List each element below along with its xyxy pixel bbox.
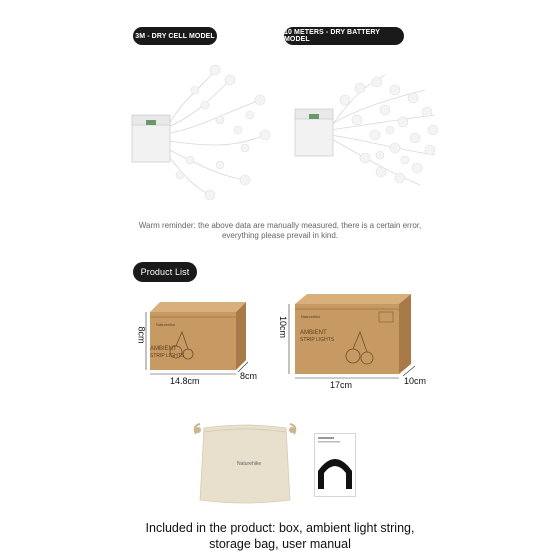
- small-box-print-title: AMBIENT: [150, 346, 177, 352]
- svg-text:Naturehike: Naturehike: [301, 314, 321, 319]
- included-items-caption: [60, 520, 500, 552]
- large-box-print-sub: STRIP LIGHTS: [300, 337, 335, 343]
- small-box-width: 14.8cm: [170, 376, 200, 386]
- caption-line-2: storage bag, user manual: [209, 537, 351, 551]
- light-string-10m-image: [285, 60, 445, 200]
- user-manual-image: [314, 433, 356, 497]
- reminder-line-1: Warm reminder: the above data are manually measured, there is a certain error,: [138, 221, 422, 230]
- bag-brand-logo: Naturehike: [237, 461, 262, 467]
- large-box-height: 10cm: [278, 315, 289, 339]
- reminder-line-2: everything please prevail in kind.: [221, 231, 339, 240]
- caption-line-1: Included in the product: box, ambient light string,: [145, 521, 415, 535]
- small-box-dimension-lines: [140, 300, 260, 380]
- small-box-print-sub: STRIP LIGHTS: [150, 353, 185, 359]
- large-box-print-title: AMBIENT: [300, 330, 327, 336]
- model-label-3m: 3M - DRY CELL MODEL: [133, 27, 217, 45]
- measurement-reminder: [100, 221, 460, 241]
- model-label-10m: 10 METERS - DRY BATTERY MODEL: [284, 27, 404, 45]
- small-box-height: 8cm: [136, 326, 147, 344]
- large-box-dimension-lines: [285, 292, 425, 387]
- large-box-width: 17cm: [330, 380, 353, 390]
- light-string-3m-image: [120, 60, 280, 200]
- small-box-depth: 8cm: [240, 371, 258, 381]
- large-box-depth: 10cm: [404, 376, 427, 386]
- svg-text:Naturehike: Naturehike: [156, 322, 176, 327]
- product-list-label: Product List: [133, 262, 197, 282]
